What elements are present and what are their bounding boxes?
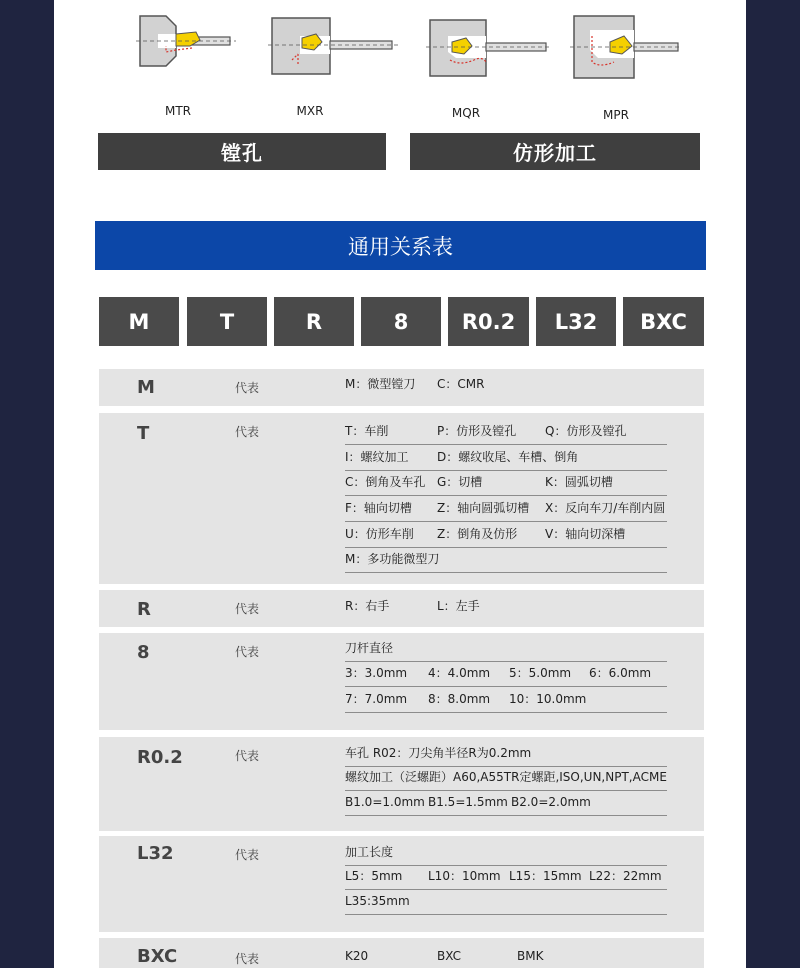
row-rep-label: 代表 [235,602,260,616]
row-rep-label: 代表 [235,645,260,659]
row-rep-label: 代表 [235,381,260,395]
row-code: T [137,423,150,444]
row-code: M [137,377,155,398]
table-row [99,413,704,584]
list-item: 刀杆直径 [345,637,667,662]
row-code: 8 [137,642,150,663]
row-code: R [137,599,151,620]
list-item: B1.0=1.0mm B1.5=1.5mm B2.0=2.0mm [345,791,667,816]
list-item: R：右手 L：左手 [345,599,480,613]
list-item: 车孔 R02：刀尖角半径R为0.2mm [345,742,667,767]
mxr-boring-diagram-icon [268,14,398,78]
list-item: L5：5mm L10：10mm L15：15mm L22：22mm [345,865,667,890]
category-boring: 镗孔 [98,133,386,170]
code-box: R [274,297,354,346]
code-box: M [99,297,179,346]
table-row [99,938,704,968]
list-item: C：倒角及车孔 G：切槽 K：圆弧切槽 [345,471,667,496]
list-item: M：多功能微型刀 [345,548,667,573]
row-code: BXC [137,946,178,967]
list-item: 加工长度 [345,841,667,866]
list-item: 螺纹加工（泛螺距）A60,A55TR定螺距,ISO,UN,NPT,ACME [345,766,667,791]
list-item: F：轴向切槽 Z：轴向圆弧切槽 X：反向车刀/车削内圆 [345,497,667,522]
table-row [99,737,704,831]
list-item: I：螺纹加工 D：螺纹收尾、车槽、倒角 [345,446,667,471]
list-item: L35:35mm [345,890,667,915]
row-rep-label: 代表 [235,952,260,966]
diagram-label: MQR [451,106,481,120]
section-title: 通用关系表 [95,221,706,270]
mpr-profiling-diagram-icon [570,12,682,82]
list-item: 7：7.0mm 8：8.0mm 10：10.0mm [345,688,667,713]
category-profiling: 仿形加工 [410,133,700,170]
row-rep-label: 代表 [235,848,260,862]
code-box: R0.2 [448,297,529,346]
row-rep-label: 代表 [235,425,260,439]
list-item: K20 BXC BMK [345,949,544,963]
list-item: T：车削 P：仿形及镗孔 Q：仿形及镗孔 [345,420,667,445]
table-row [99,590,704,627]
row-rep-label: 代表 [235,749,260,763]
code-box: 8 [361,297,441,346]
code-box: T [187,297,267,346]
mqr-profiling-diagram-icon [426,16,550,80]
list-item: 3：3.0mm 4：4.0mm 5：5.0mm 6：6.0mm [345,662,667,687]
table-row [99,633,704,730]
diagram-label: MXR [296,104,324,118]
row-code: R0.2 [137,747,183,768]
diagram-label: MPR [603,108,629,122]
code-box: BXC [623,297,704,346]
diagram-label: MTR [164,104,192,118]
list-item: U：仿形车削 Z：倒角及仿形 V：轴向切深槽 [345,523,667,548]
row-code: L32 [137,843,174,864]
table-row [99,369,704,406]
code-box: L32 [536,297,616,346]
table-row [99,836,704,932]
mtr-boring-diagram-icon [136,10,236,72]
product-page [54,0,746,968]
list-item: M：微型镗刀 C：CMR [345,377,485,391]
